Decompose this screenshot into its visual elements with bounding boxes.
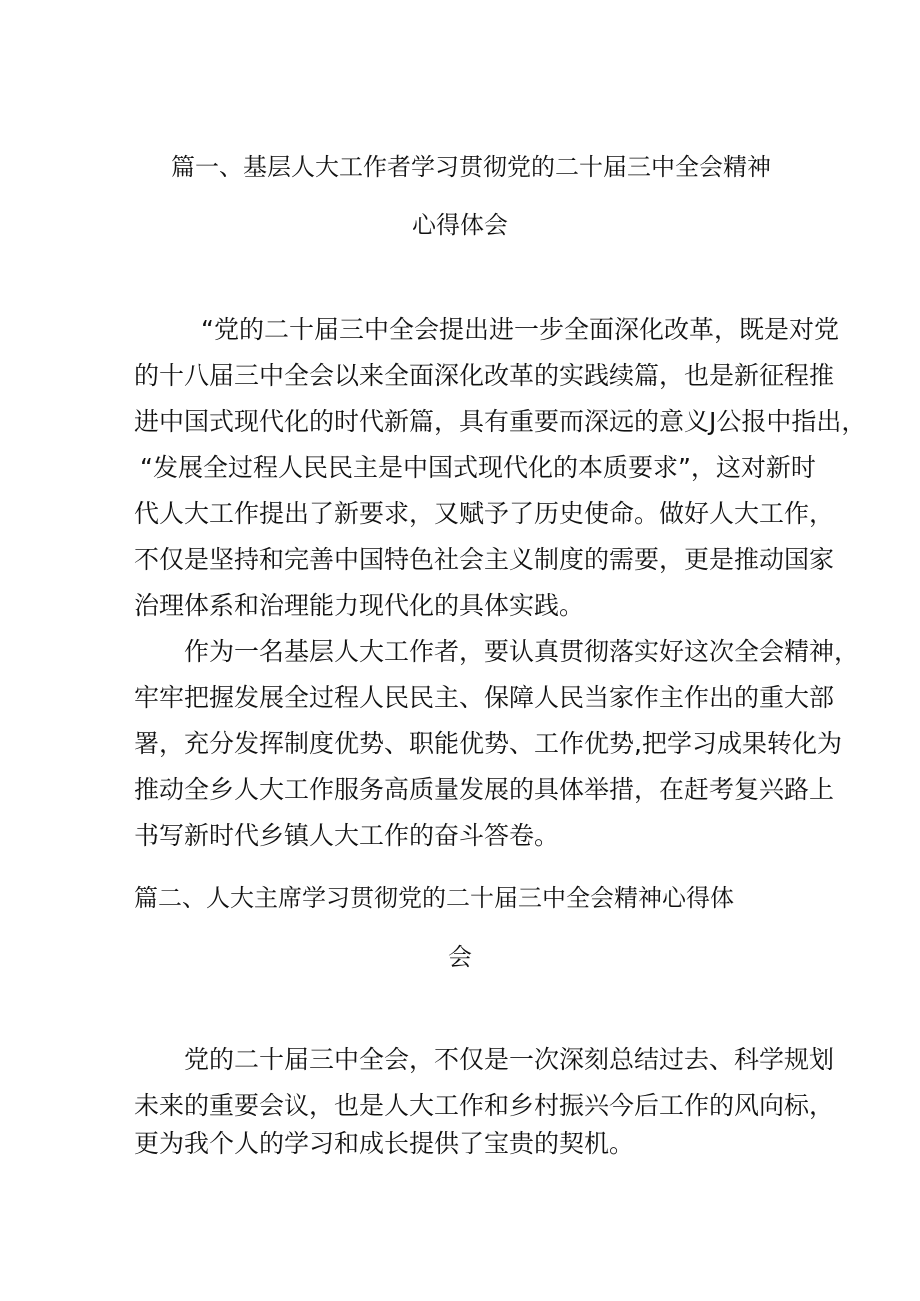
section-1-paragraph-1-line-3: 进中国式现代化的时代新篇，具有重要而深远的意义J公报中指出， [134,407,867,436]
section-2-paragraph-1-line-2: 未来的重要会议，也是人大工作和乡村振兴今后工作的风向标， [134,1091,835,1120]
section-2-title-line-2: 会 [448,943,472,971]
section-1-paragraph-1-line-2: 的十八届三中全会以来全面深化改革的实践续篇，也是新征程推 [134,361,835,390]
section-1-paragraph-1-line-1: “党的二十届三中全会提出进一步全面深化改革，既是对党 [201,315,839,344]
section-1-paragraph-2-line-5: 书写新时代乡镇人大工作的奋斗答卷。 [134,821,560,850]
section-1-paragraph-1-line-5: 代人大工作提出了新要求，又赋予了历史使命。做好人大工作， [134,499,835,528]
section-1-title-line-1: 篇一、基层人大工作者学习贯彻党的二十届三中全会精神 [171,153,771,181]
section-2-title-line-1: 篇二、人大主席学习贯彻党的二十届三中全会精神心得体 [134,884,734,912]
section-2-paragraph-1-line-3: 更为我个人的学习和成长提供了宝贵的契机。 [134,1129,635,1158]
section-1-paragraph-2-line-4: 推动全乡人大工作服务高质量发展的具体举措，在赶考复兴路上 [134,775,835,804]
section-2-paragraph-1-line-1: 党的二十届三中全会，不仅是一次深刻总结过去、科学规划 [184,1045,835,1074]
section-1-paragraph-2-line-3: 署，充分发挥制度优势、职能优势、工作优势,把学习成果转化为 [134,729,842,758]
section-1-title-line-2: 心得体会 [412,211,508,239]
section-1-paragraph-1-line-4: “发展全过程人民民主是中国式现代化的本质要求”，这对新时 [140,453,816,482]
section-1-paragraph-2-line-2: 牢牢把握发展全过程人民民主、保障人民当家作主作出的重大部 [134,683,835,712]
section-1-paragraph-1-line-7: 治理体系和治理能力现代化的具体实践。 [134,591,585,620]
section-1-paragraph-1-line-6: 不仅是坚持和完善中国特色社会主义制度的需要，更是推动国家 [134,545,835,574]
section-1-paragraph-2-line-1: 作为一名基层人大工作者，要认真贯彻落实好这次全会精神， [184,637,860,666]
